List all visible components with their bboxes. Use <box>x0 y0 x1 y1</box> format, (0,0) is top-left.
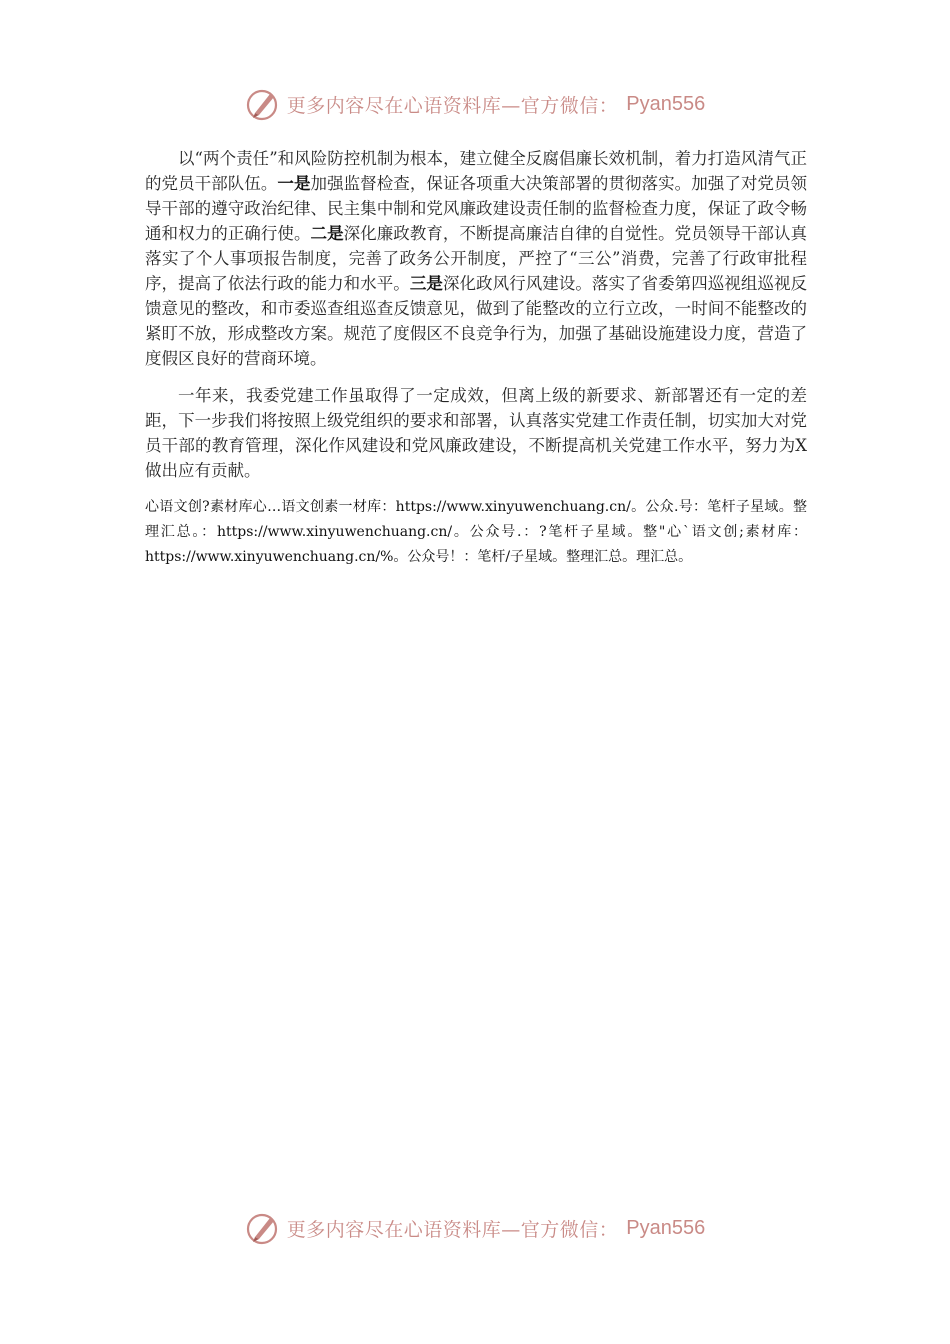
paragraph-text: 加强监督检查，保证各项重大决策部署的贯彻落实。加强了对党员领导干部的遵守政治纪律、民主集中制和党风廉政建设责任制的监督检查力度，保证了政令畅通和权力的正确行使。 <box>145 174 808 243</box>
paragraph-text: 深化政风行风建设。落实了省委第四巡视组巡视反馈意见的整改，和市委巡查组巡查反馈意见，做到了能整改的立行立改，一时间不能整改的紧盯不放，形成整改方案。规范了度假区不良竞争行为，加强了基础设施建设力度，营造了度假区良好的营商环境。 <box>145 274 808 368</box>
paragraph <box>145 146 807 371</box>
header-watermark <box>0 84 950 124</box>
watermark-wechat-id: Pyan556 <box>626 92 706 115</box>
watermark-text: 更多内容尽在心语资料库—官方微信： <box>286 1218 619 1241</box>
document-body <box>145 146 807 570</box>
paragraph-text: 一年来，我委党建工作虽取得了一定成效，但离上级的新要求、新部署还有一定的差距，下一步我们将按照上级党组织的要求和部署，认真落实党建工作责任制，切实加大对党员干部的教育管理，深化作风建设和党风廉政建设，不断提高机关党建工作水平，努力为X做出应有贡献。 <box>145 386 807 480</box>
bold-keyword: 一是 <box>277 174 311 193</box>
watermark-wechat-id: Pyan556 <box>626 1216 706 1239</box>
paragraph-text: 以“两个责任”和风险防控机制为根本，建立健全反腐倡廉长效机制，着力打造风清气正的党员干部队伍。 <box>145 149 807 193</box>
watermark-text: 更多内容尽在心语资料库—官方微信： <box>286 94 619 117</box>
bold-keyword: 二是 <box>310 224 344 243</box>
pen-logo-icon <box>245 86 281 122</box>
source-note: 心语文创?素材库心…语文创素一材库：https://www.xinyuwenchuang.cn/。公众.号：笔杆子星域。整理汇总。：https://www.xinyuwenchuang.cn/。公众号.：?笔杆子星域。整"心`语文创;素材库：https://www.xinyuwenchuang.cn/%。公众号！：笔杆/子星域。整理汇总。理汇总。 <box>145 499 807 565</box>
pen-logo-icon <box>245 1210 281 1246</box>
paragraph <box>145 383 807 483</box>
footer-watermark <box>0 1208 950 1248</box>
bold-keyword: 三是 <box>409 274 443 293</box>
paragraph-text: 深化廉政教育，不断提高廉洁自律的自觉性。党员领导干部认真落实了个人事项报告制度，完善了政务公开制度，严控了“三公”消费，完善了行政审批程序，提高了依法行政的能力和水平。 <box>145 224 808 293</box>
